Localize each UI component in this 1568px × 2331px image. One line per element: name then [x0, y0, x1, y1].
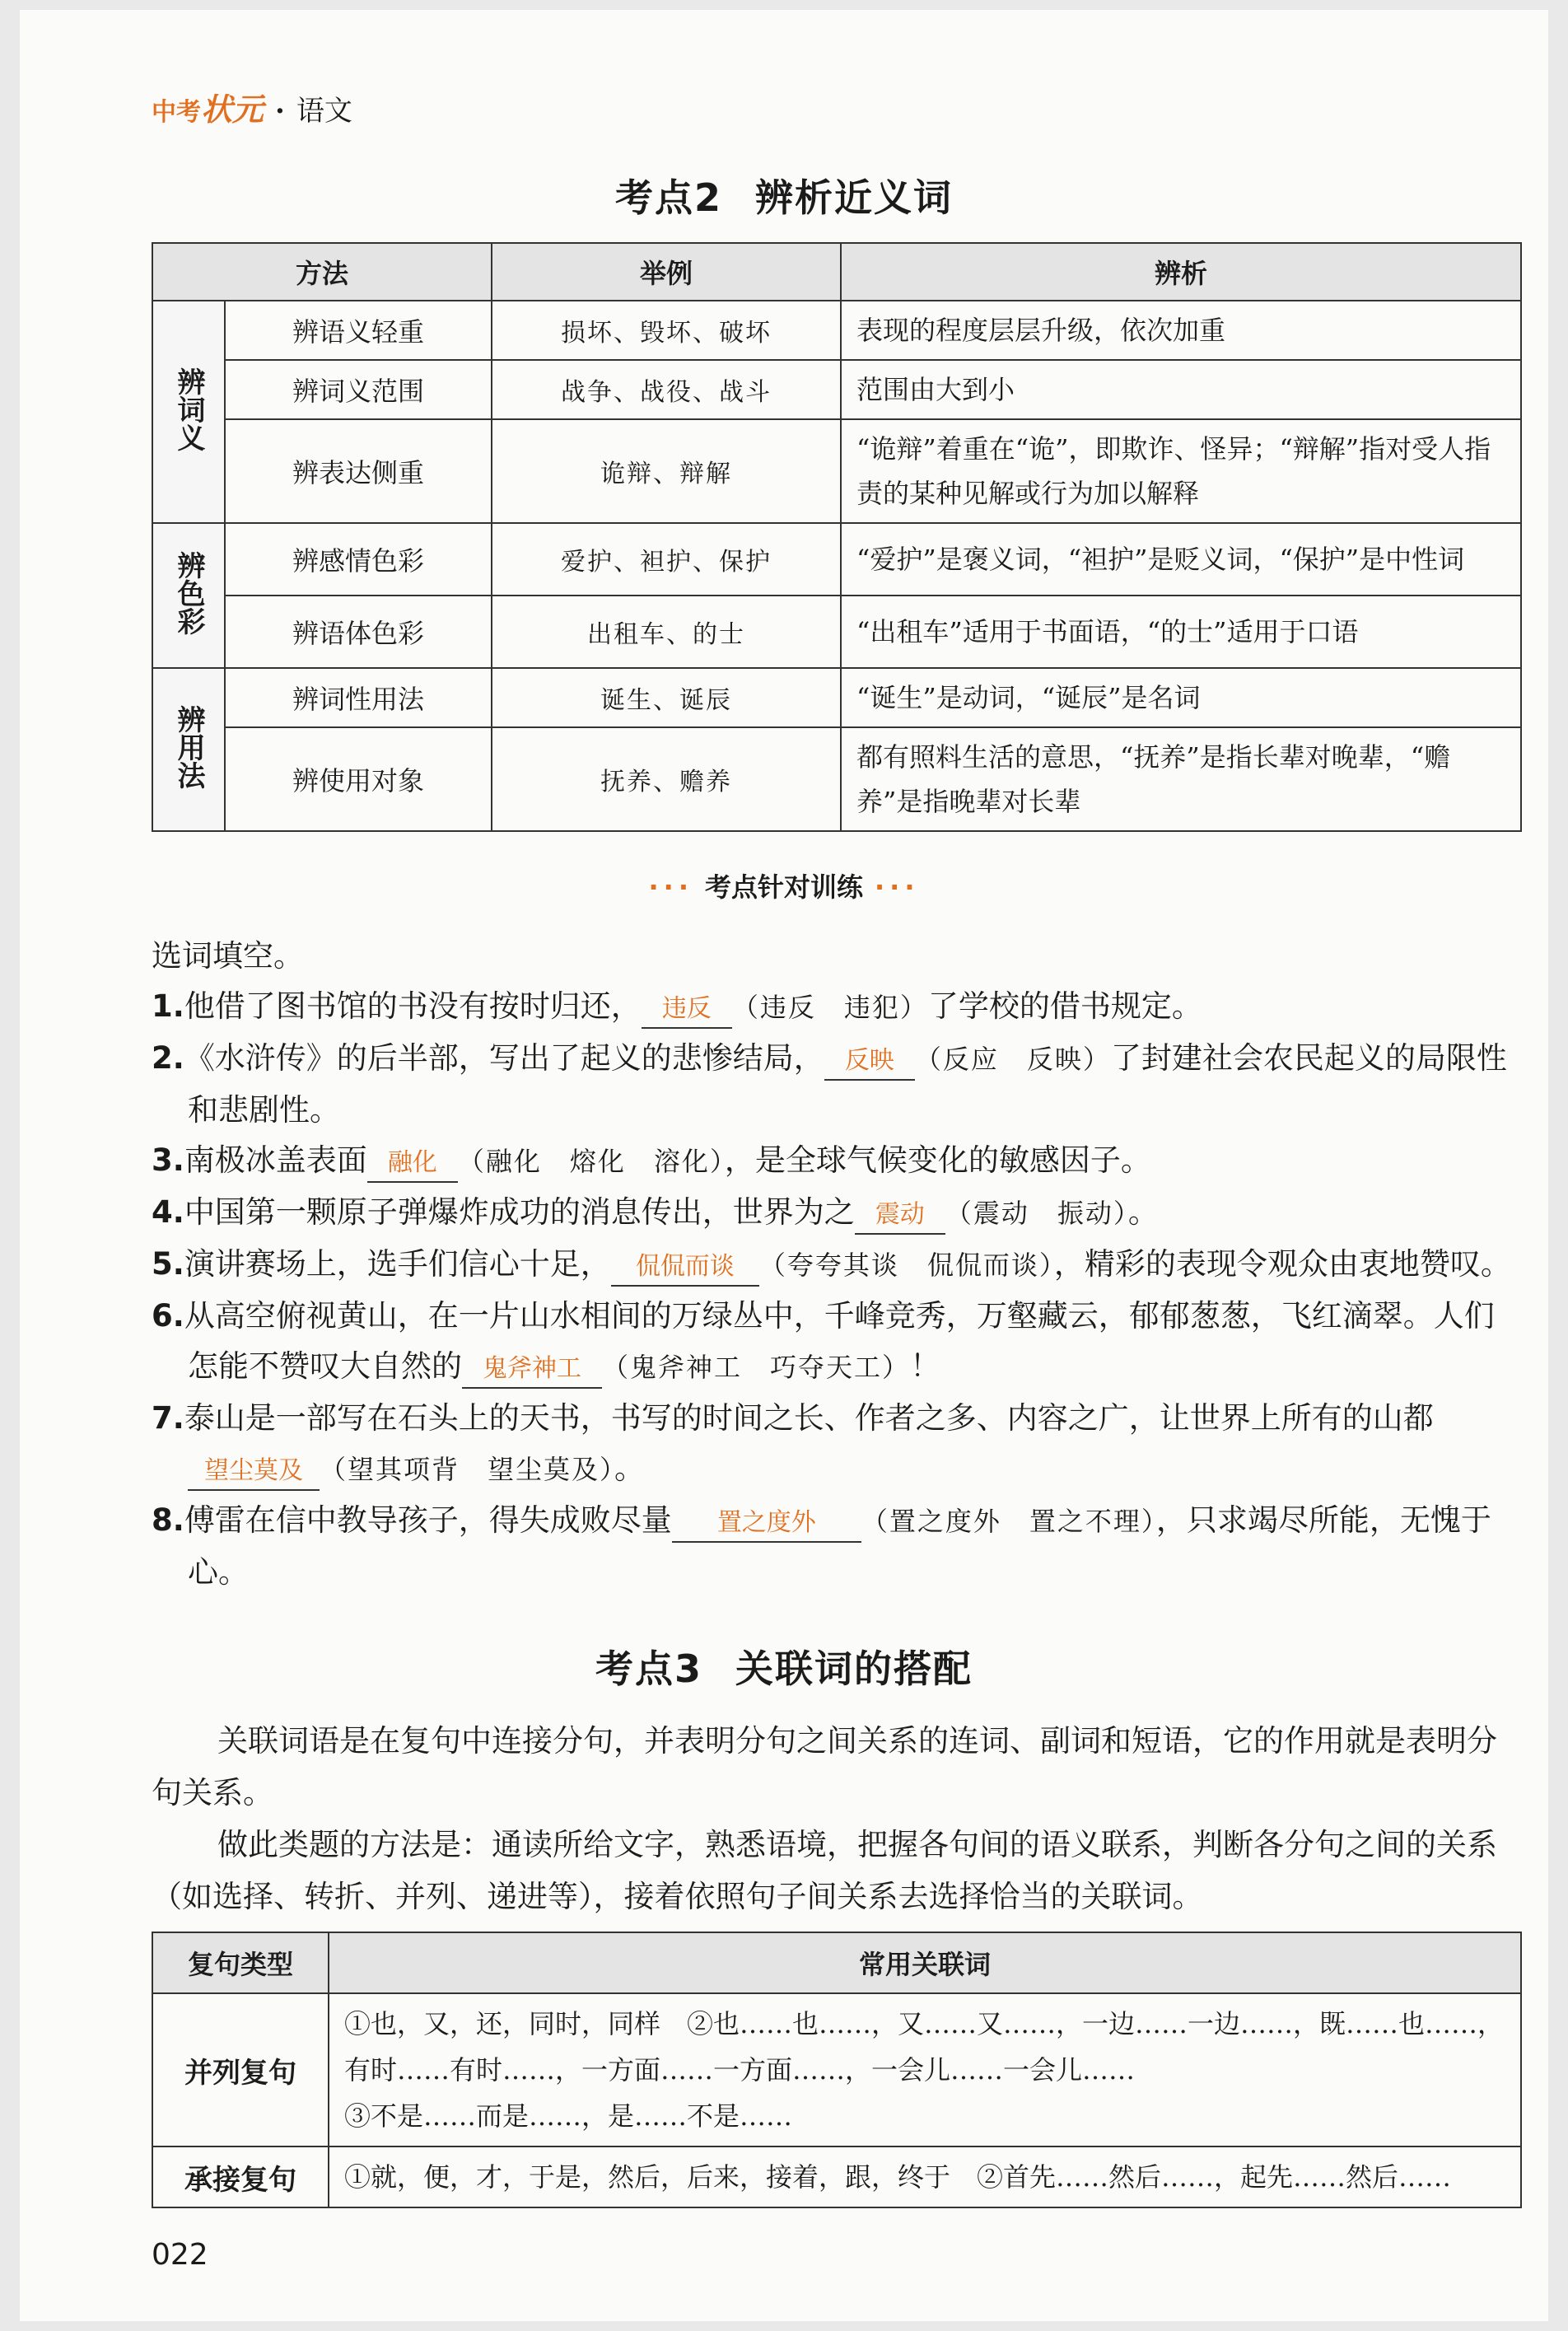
header-words: 常用关联词: [329, 1932, 1521, 1993]
question-item: 7.泰山是一部写在石头上的天书，书写的时间之长、作者之多、内容之广，让世界上所有的山都望尘莫及 （望其项背 望尘莫及）。: [152, 1393, 1522, 1495]
analysis-cell: “出租车”适用于书面语，“的士”适用于口语: [841, 596, 1521, 668]
analysis-cell: “诞生”是动词，“诞辰”是名词: [841, 668, 1521, 727]
type-cell: 承接复句: [152, 2146, 329, 2207]
brand-logo: 中考状元: [152, 91, 264, 128]
table-row: [152, 360, 1521, 419]
exercise-intro: 选词填空。: [152, 938, 304, 974]
header-type: 复句类型: [152, 1932, 329, 1993]
page: [20, 10, 1548, 2321]
words-cell: ①就，便，才，于是，然后，后来，接着，跟，终于 ②首先……然后……，起先……然后……: [329, 2146, 1521, 2207]
method-cell: 辨词义范围: [225, 360, 492, 419]
header-example: 举例: [492, 243, 841, 301]
header-analysis: 辨析: [841, 243, 1521, 301]
question-item: 1.他借了图书馆的书没有按时归还， 违反 （违反 违犯）了学校的借书规定。: [152, 981, 1522, 1033]
answer-blank: 置之度外: [672, 1505, 861, 1543]
example-cell: 诡辩、辩解: [492, 419, 841, 523]
question-item: 5.演讲赛场上，选手们信心十足， 侃侃而谈 （夸夸其谈 侃侃而谈），精彩的表现令观众由衷地赞叹。: [152, 1239, 1522, 1291]
method-cell: 辨语义轻重: [225, 301, 492, 360]
paragraph: 关联词语是在复句中连接分句，并表明分句之间关系的连词、副词和短语，它的作用就是表明分句关系。: [152, 1723, 1497, 1810]
answer-blank: 震动: [855, 1197, 945, 1235]
method-cell: 辨使用对象: [225, 727, 492, 831]
table-row: [152, 1993, 1521, 2146]
training-heading: ··· 考点针对训练 ···: [648, 871, 920, 903]
answer-blank: 侃侃而谈: [611, 1249, 759, 1287]
method-cell: 辨语体色彩: [225, 596, 492, 668]
answer-blank: 融化: [367, 1145, 458, 1183]
question-item: 4.中国第一颗原子弹爆炸成功的消息传出，世界为之 震动 （震动 振动）。: [152, 1187, 1522, 1239]
header-method: 方法: [152, 243, 492, 301]
example-cell: 损坏、毁坏、破坏: [492, 301, 841, 360]
synonym-table: [152, 242, 1522, 832]
group-label: 辨用法: [152, 668, 225, 831]
answer-blank: 反映: [824, 1043, 915, 1081]
group-label: 辨色彩: [152, 523, 225, 668]
table-row: [152, 2146, 1521, 2207]
example-cell: 爱护、袒护、保护: [492, 523, 841, 596]
table-row: [152, 523, 1521, 596]
group-label: 辨词义: [152, 301, 225, 523]
type-cell: 并列复句: [152, 1993, 329, 2146]
question-item: 8.傅雷在信中教导孩子，得失成败尽量 置之度外 （置之度外 置之不理），只求竭尽所能，无愧于心。: [152, 1502, 1491, 1590]
example-cell: 诞生、诞辰: [492, 668, 841, 727]
section-2-title: 考点2 辨析近义词: [614, 175, 953, 220]
subject-label: 语文: [296, 95, 352, 128]
analysis-cell: 表现的程度层层升级，依次加重: [841, 301, 1521, 360]
example-cell: 出租车、的士: [492, 596, 841, 668]
answer-blank: 望尘莫及: [188, 1453, 320, 1491]
analysis-cell: 都有照料生活的意思，“抚养”是指长辈对晚辈，“赡养”是指晚辈对长辈: [841, 727, 1521, 831]
example-cell: 抚养、赡养: [492, 727, 841, 831]
words-cell: ①也，又，还，同时，同样 ②也……也……，又……又……，一边……一边……，既……也……，有时……有时……，一方面……一方面……，一会儿……一会儿…… ③不是……而是……，是……不是……: [329, 1993, 1521, 2146]
paragraph: 做此类题的方法是：通读所给文字，熟悉语境，把握各句间的语义联系，判断各分句之间的关系（如选择、转折、并列、递进等），接着依照句子间关系去选择恰当的关联词。: [152, 1827, 1497, 1914]
question-item: 2.《水浒传》的后半部，写出了起义的悲惨结局， 反映 （反应 反映）了封建社会农民起义的局限性和悲剧性。: [152, 1040, 1507, 1128]
method-cell: 辨表达侧重: [225, 419, 492, 523]
table-header-row: [152, 1932, 1521, 1993]
analysis-cell: “爱护”是褒义词，“袒护”是贬义词，“保护”是中性词: [841, 523, 1521, 596]
table-header-row: [152, 243, 1521, 301]
analysis-cell: “诡辩”着重在“诡”，即欺诈、怪异；“辩解”指对受人指责的某种见解或行为加以解释: [841, 419, 1521, 523]
section-3-title: 考点3 关联词的搭配: [595, 1647, 973, 1691]
table-row: [152, 419, 1521, 523]
table-row: [152, 596, 1521, 668]
analysis-cell: 范围由大到小: [841, 360, 1521, 419]
table-row: [152, 668, 1521, 727]
question-item: 3.南极冰盖表面 融化 （融化 熔化 溶化），是全球气候变化的敏感因子。: [152, 1135, 1522, 1187]
conjunction-table: [152, 1932, 1522, 2208]
method-cell: 辨感情色彩: [225, 523, 492, 596]
table-row: [152, 727, 1521, 831]
answer-blank: 鬼斧神工: [462, 1351, 602, 1389]
question-item: 6.从高空俯视黄山，在一片山水相间的万绿丛中，千峰竞秀，万壑藏云，郁郁葱葱，飞红滴翠。人们怎能不赞叹大自然的 鬼斧神工 （鬼斧神工 巧夺天工）！: [152, 1291, 1522, 1393]
method-cell: 辨词性用法: [225, 668, 492, 727]
page-number: 022: [152, 2238, 208, 2272]
example-cell: 战争、战役、战斗: [492, 360, 841, 419]
table-row: [152, 301, 1521, 360]
exercise-list: [152, 931, 1522, 1597]
answer-blank: 违反: [642, 991, 732, 1029]
running-header: 中考状元 · 语文: [152, 91, 352, 128]
